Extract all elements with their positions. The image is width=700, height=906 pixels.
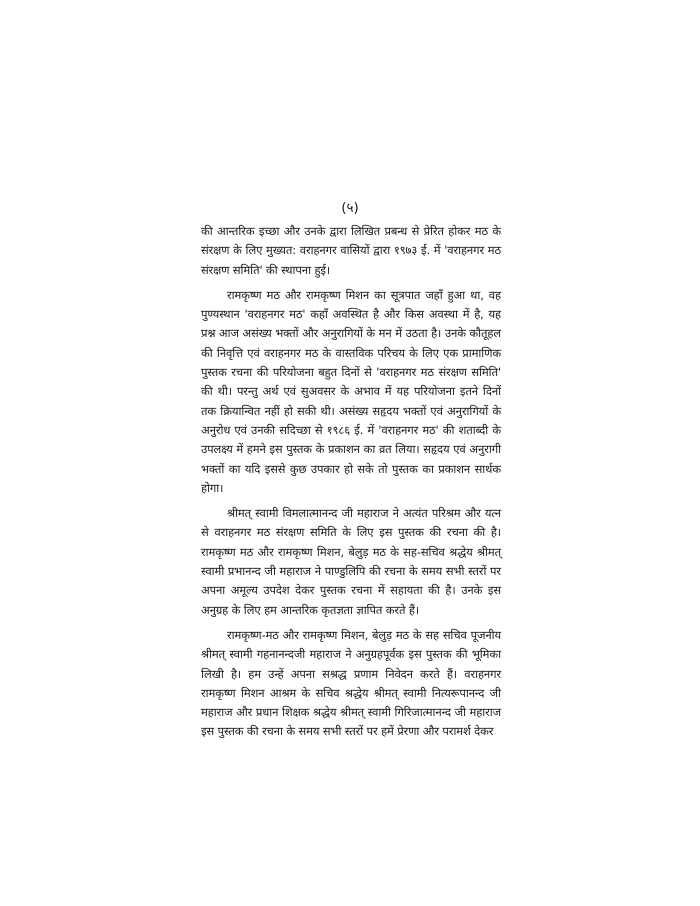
body-text [201, 222, 501, 748]
paragraph-continuation: की आन्तरिक इच्छा और उनके द्वारा लिखित प्रबन्ध से प्रेरित होकर मठ के संरक्षण के लिए मुख्यत: वराहनगर वासियों द्वारा १९७३ ई. में 'वराहनगर मठ संरक्षण समिति' की स्थापना हुई। [201, 224, 501, 277]
page-number: (५) [341, 200, 359, 216]
paragraph-author-thanks: श्रीमत् स्वामी विमलात्मानन्द जी महाराज ने अत्यंत परिश्रम और यत्न से वराहनगर मठ संरक्षण समिति के लिए इस पुस्तक की रचना की है। रामकृष्ण मठ और रामकृष्ण मिशन, बेलुड़ मठ के सह-सचिव श्रद्धेय श्रीमत् स्वामी प्रभानन्द जी महाराज ने पाण्डुलिपि की रचना के समय सभी स्तरों पर अपना अमूल्य उपदेश देकर पुस्तक रचना में सहायता की है। उनके इस अनुग्रह के लिए हम आन्तरिक कृतज्ञता ज्ञापित करते हैं। [201, 506, 501, 617]
paragraph-foreword-thanks: रामकृष्ण-मठ और रामकृष्ण मिशन, बेलुड़ मठ के सह सचिव पूजनीय श्रीमत् स्वामी गहनानन्दजी महाराज ने अनुग्रहपूर्वक इस पुस्तक की भूमिका लिखी है। हम उन्हें अपना सश्रद्ध प्रणाम निवेदन करते हैं। वराहनगर रामकृष्ण मिशन आश्रम के सचिव श्रद्धेय श्रीमत् स्वामी नित्यरूपानन्द जी महाराज और प्रधान शिक्षक श्रद्धेय श्रीमत् स्वामी गिरिजात्मानन्द जी महाराज इस पुस्तक की रचना के समय सभी स्तरों पर हमें प्रेरणा और परामर्श देकर [201, 627, 501, 739]
paragraph-project: रामकृष्ण मठ और रामकृष्ण मिशन का सूत्रपात जहाँ हुआ था, वह पुण्यस्थान 'वराहनगर मठ' कहाँ अवस्थित है और किस अवस्था में है, यह प्रश्न आज असंख्य भक्तों और अनुरागियों के मन में उठता है। उनके कौतूहल की निवृत्ति एवं वराहनगर मठ के वास्तविक परिचय के लिए एक प्रामाणिक पुस्तक रचना की परियोजना बहुत दिनों से 'वराहनगर मठ संरक्षण समिति' की थी। परन्तु अर्थ एवं सुअवसर के अभाव में यह परियोजना इतने दिनों तक क्रियान्वित नहीं हो सकी थी। असंख्य सहृदय भक्तों एवं अनुरागियों के अनुरोध एवं उनकी सदिच्छा से १९८६ ई. में 'वराहनगर मठ' की शताब्दी के उपलक्ष्य में हमने इस पुस्तक के प्रकाशन का व्रत लिया। सहृदय एवं अनुरागी भक्तों का यदि इससे कुछ उपकार हो सके तो पुस्तक का प्रकाशन सार्थक होगा। [201, 287, 501, 495]
